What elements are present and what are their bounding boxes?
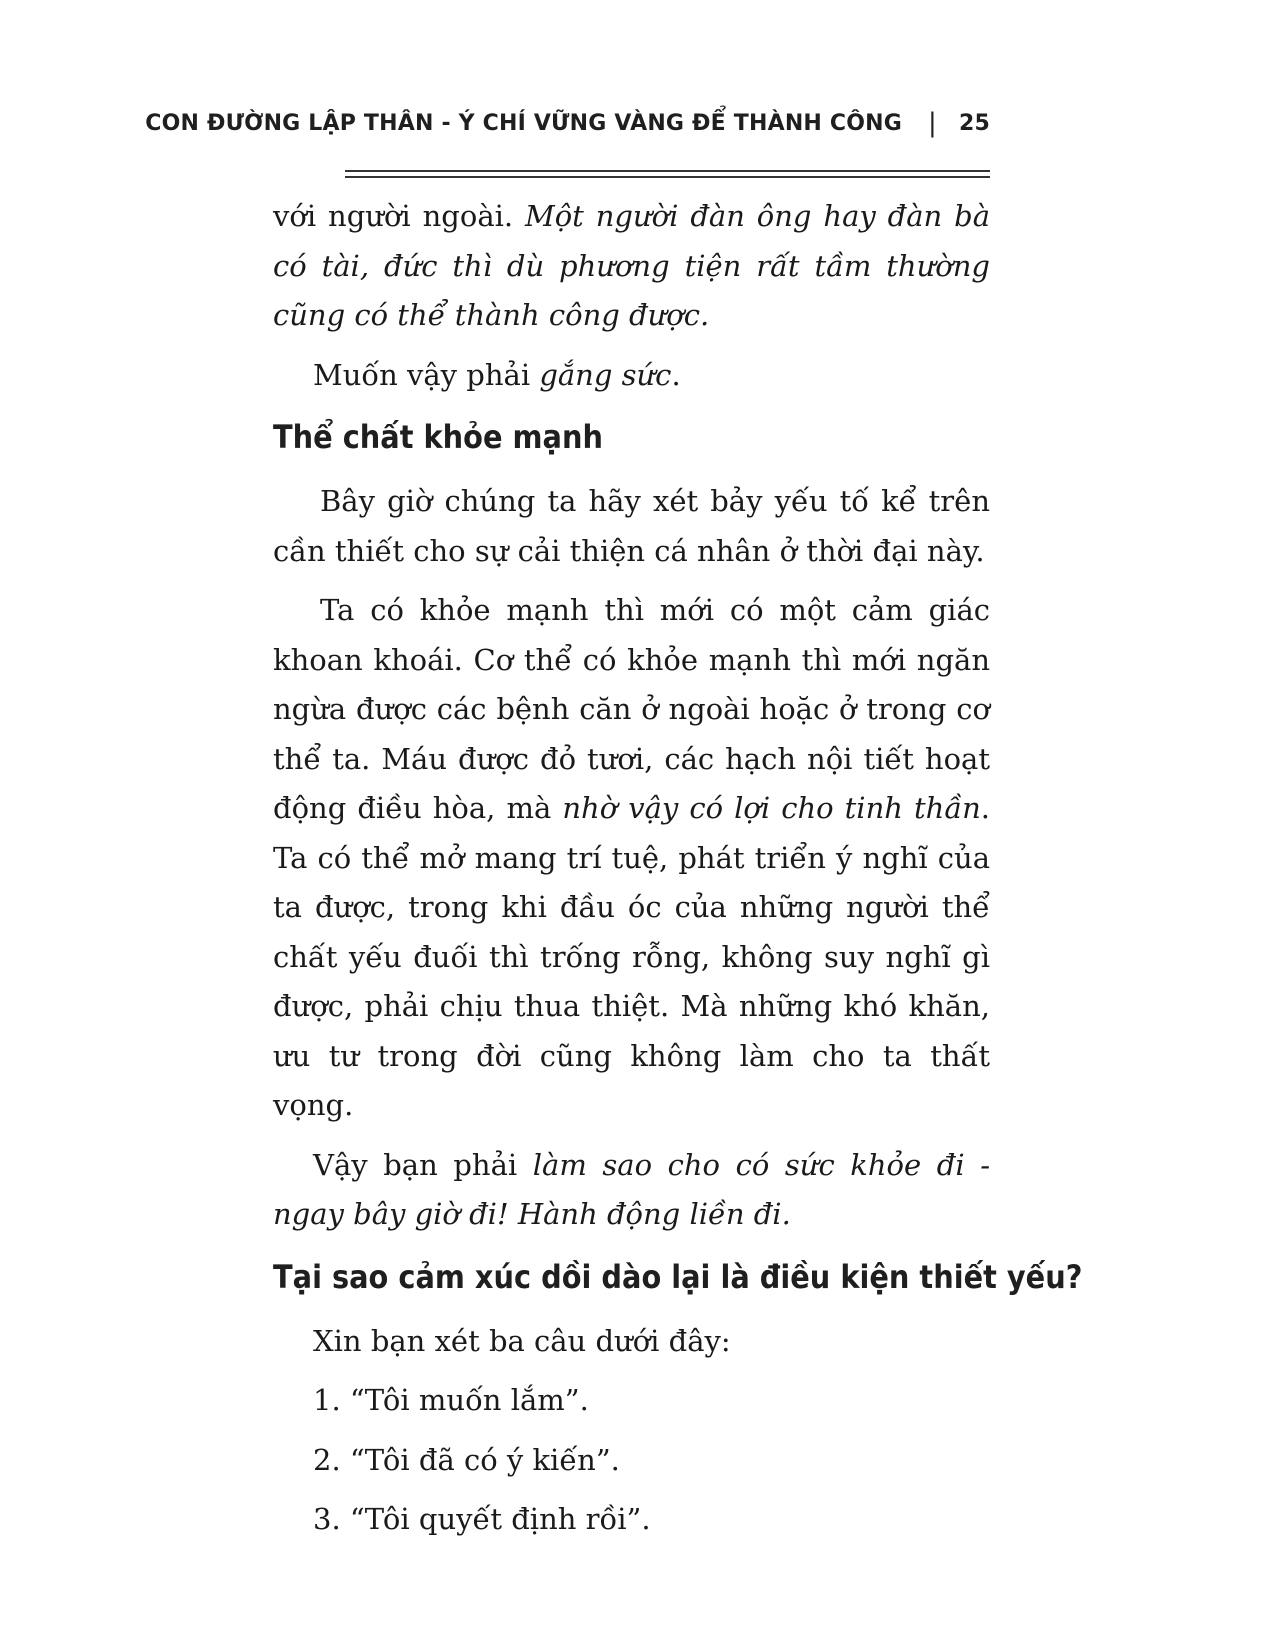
list-item: 2. “Tôi đã có ý kiến”. bbox=[313, 1442, 620, 1477]
header-rule-bottom bbox=[345, 176, 990, 178]
paragraph-emphasis: gắng sức bbox=[539, 357, 672, 392]
paragraph-seven-factors: Bây giờ chúng ta hãy xét bảy yếu tố kể trên cần thiết cho sự cải thiện cá nhân ở thời đại này. bbox=[273, 484, 990, 568]
page-number: 25 bbox=[958, 110, 990, 136]
paragraph-text: với người ngoài. bbox=[273, 199, 526, 233]
paragraph-text: Ta có khỏe mạnh thì mới có một cảm giác khoan khoái. Cơ thể có khỏe mạnh thì mới ngăn ngừa được các bệnh căn ở ngoài hoặc ở trong cơ thể ta. Máu được đỏ tươi, các hạch nội tiết hoạt động điều hòa, mà bbox=[273, 593, 990, 825]
paragraph-three-sentences: Xin bạn xét ba câu dưới đây: bbox=[313, 1323, 731, 1358]
paragraph-effort bbox=[273, 351, 990, 401]
running-header bbox=[145, 108, 990, 138]
list-item: 1. “Tôi muốn lắm”. bbox=[313, 1383, 589, 1417]
page-body bbox=[273, 192, 1083, 1555]
section-heading-emotion: Tại sao cảm xúc dồi dào lại là điều kiện thiết yếu? bbox=[273, 1257, 1083, 1296]
paragraph-text: Muốn vậy phải bbox=[313, 357, 540, 392]
paragraph-text: . Ta có thể mở mang trí tuệ, phát triển ý nghĩ của ta được, trong khi đầu óc của những người thể chất yếu đuối thì trống rỗng, không suy nghĩ gì được, phải chịu thua thiệt. Mà những khó khăn, ưu tư trong đời cũng không làm cho ta thất vọng. bbox=[273, 791, 990, 1122]
header-separator: | bbox=[928, 108, 937, 138]
section-heading-health: Thể chất khỏe mạnh bbox=[273, 418, 603, 456]
paragraph-emphasis: Một người đàn ông hay đàn bà có tài, đức thì dù phương tiện rất tầm thường cũng có thể thành công được. bbox=[273, 199, 990, 332]
header-rule-top bbox=[345, 170, 990, 172]
paragraph-text: Vậy bạn phải bbox=[313, 1147, 533, 1182]
header-double-rule bbox=[345, 170, 990, 178]
paragraph-emphasis: nhờ vậy có lợi cho tinh thần bbox=[562, 791, 981, 825]
paragraph-text: . bbox=[671, 357, 681, 392]
running-title: CON ĐƯỜNG LẬP THÂN - Ý CHÍ VỮNG VÀNG ĐỂ THÀNH CÔNG bbox=[145, 110, 903, 136]
paragraph-act-now bbox=[273, 1141, 990, 1240]
paragraph-health-benefits bbox=[273, 586, 990, 1131]
paragraph-emphasis: làm sao cho có sức khỏe đi - ngay bây giờ đi! Hành động liền đi. bbox=[273, 1147, 990, 1231]
list-item: 3. “Tôi quyết định rồi”. bbox=[313, 1502, 651, 1536]
paragraph-continuation bbox=[273, 192, 990, 341]
